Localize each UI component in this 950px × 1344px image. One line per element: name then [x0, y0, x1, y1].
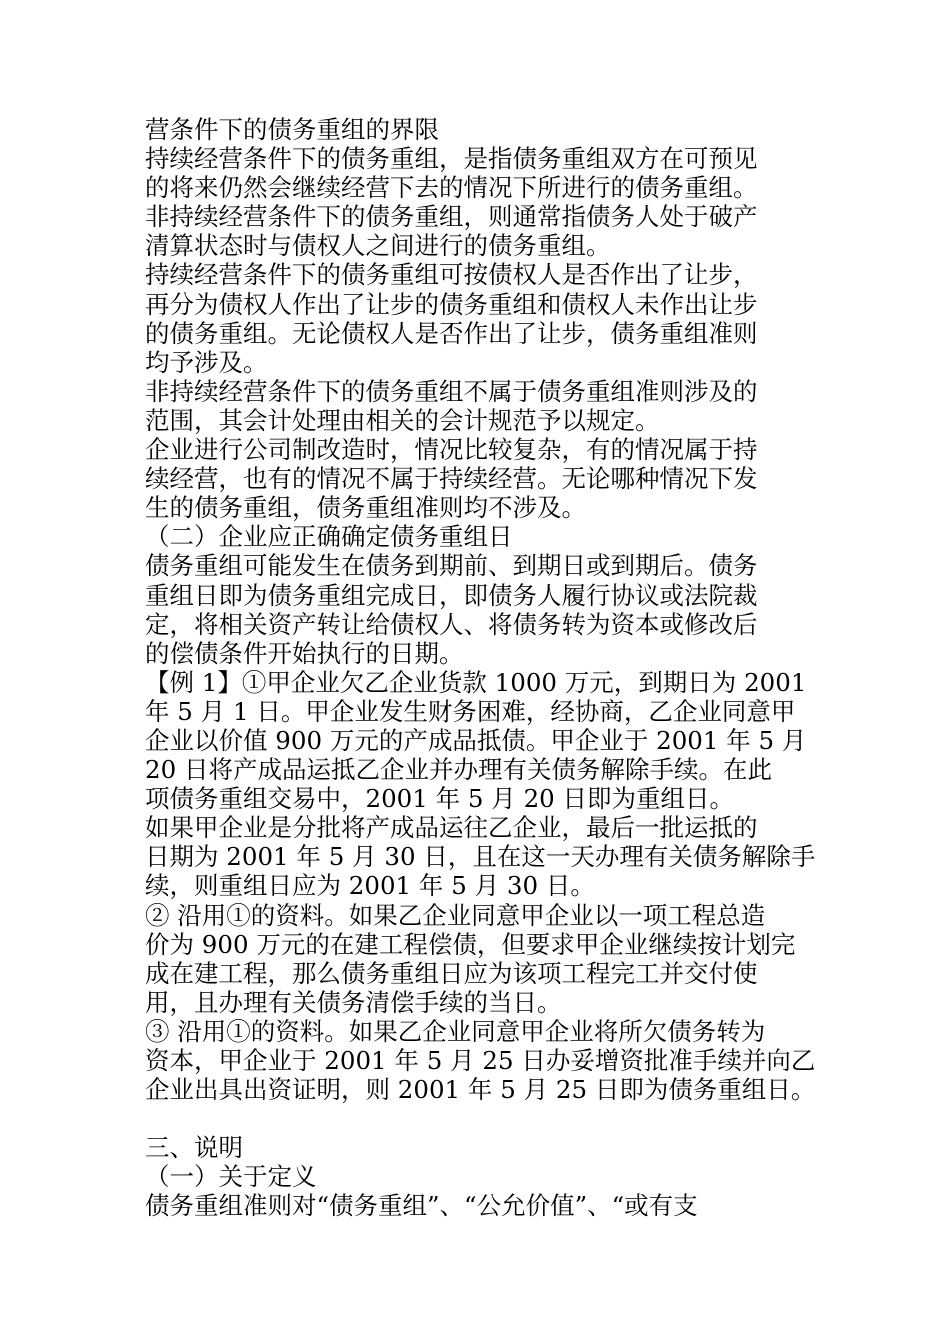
text-line: 成在建工程，那么债务重组日应为该项工程完工并交付使 [145, 958, 758, 988]
text-line: 生的债务重组，债务重组准则均不涉及。 [145, 493, 586, 523]
text-line: 持续经营条件下的债务重组可按债权人是否作出了让步， [145, 260, 758, 290]
text-line: 重组日即为债务重组完成日，即债务人履行协议或法院裁 [145, 580, 758, 610]
text-line: 定，将相关资产转让给债权人、将债务转为资本或修改后 [145, 609, 758, 639]
text-line: ③ 沿用①的资料。如果乙企业同意甲企业将所欠债务转为 [145, 1016, 766, 1046]
example-line: 【例 1】①甲企业欠乙企业货款 1000 万元，到期日为 2001 [145, 667, 807, 697]
text-line: 的偿债条件开始执行的日期。 [145, 638, 464, 668]
text-line: 债务重组准则对“债务重组”、“公允价值”、“或有支 [145, 1191, 698, 1221]
text-line: 非持续经营条件下的债务重组不属于债务重组准则涉及的 [145, 376, 758, 406]
text-line: 日期为 2001 年 5 月 30 日，且在这一天办理有关债务解除手 [145, 842, 816, 872]
text-line: 用，且办理有关债务清偿手续的当日。 [145, 987, 562, 1017]
text-line: 的将来仍然会继续经营下去的情况下所进行的债务重组。 [145, 173, 758, 203]
text-line: 企业以价值 900 万元的产成品抵债。甲企业于 2001 年 5 月 [145, 725, 807, 755]
text-line: 企业出具出资证明，则 2001 年 5 月 25 日即为债务重组日。 [145, 1075, 816, 1105]
section-heading: 三、说明 [145, 1133, 243, 1163]
text-line: 持续经营条件下的债务重组，是指债务重组双方在可预见 [145, 144, 758, 174]
text-line: 营条件下的债务重组的界限 [145, 115, 439, 144]
subsection-heading: （一）关于定义 [145, 1162, 317, 1192]
text-line: 项债务重组交易中，2001 年 5 月 20 日即为重组日。 [145, 784, 735, 814]
text-line: 再分为债权人作出了让步的债务重组和债权人未作出让步 [145, 289, 758, 319]
text-line: 年 5 月 1 日。甲企业发生财务困难，经协商，乙企业同意甲 [145, 696, 796, 726]
text-line: 续经营，也有的情况不属于持续经营。无论哪种情况下发 [145, 464, 758, 494]
text-line: 20 日将产成品运抵乙企业并办理有关债务解除手续。在此 [145, 755, 772, 785]
text-line: 非持续经营条件下的债务重组，则通常指债务人处于破产 [145, 202, 758, 232]
text-line: 资本，甲企业于 2001 年 5 月 25 日办妥增资批准手续并向乙 [145, 1046, 816, 1075]
text-line: 企业进行公司制改造时，情况比较复杂，有的情况属于持 [145, 435, 758, 465]
text-line: 的债务重组。无论债权人是否作出了让步，债务重组准则 [145, 318, 758, 348]
text-line: 债务重组可能发生在债务到期前、到期日或到期后。债务 [145, 551, 758, 581]
section-heading: （二）企业应正确确定债务重组日 [145, 522, 513, 552]
text-line: 续，则重组日应为 2001 年 5 月 30 日。 [145, 871, 595, 901]
text-line: 价为 900 万元的在建工程偿债，但要求甲企业继续按计划完 [145, 929, 796, 959]
text-line: ② 沿用①的资料。如果乙企业同意甲企业以一项工程总造 [145, 900, 766, 930]
text-line: 均予涉及。 [145, 347, 268, 377]
text-line: 范围，其会计处理由相关的会计规范予以规定。 [145, 405, 660, 435]
text-line: 清算状态时与债权人之间进行的债务重组。 [145, 231, 611, 261]
document-body [145, 115, 815, 1221]
blank-line [145, 1104, 815, 1133]
text-line: 如果甲企业是分批将产成品运往乙企业，最后一批运抵的 [145, 813, 758, 843]
